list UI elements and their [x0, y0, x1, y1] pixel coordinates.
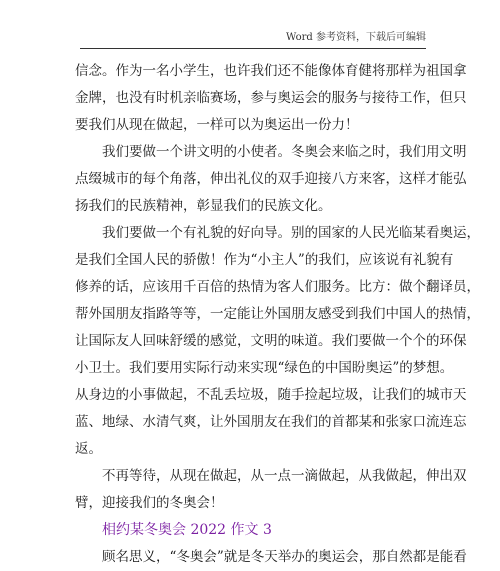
- text-line: 帮外国朋友指路等等，一定能让外国朋友感受到我们中国人的热情，: [75, 306, 480, 322]
- page-header: [80, 28, 426, 49]
- paragraph: [75, 463, 467, 517]
- text-line: 蓝、地绿、水清气爽，让外国朋友在我们的首都某和张家口流连忘: [75, 414, 467, 430]
- paragraph: [75, 544, 467, 571]
- text-line: 是我们全国人民的骄傲！作为“小主人”的我们，应该说有礼貌有: [75, 252, 454, 268]
- text-line: 要我们从现在做起，一样可以为奥运出一份力！: [75, 117, 359, 133]
- text-line: 金牌，也没有时机亲临赛场，参与奥运会的服务与接待工作，但只: [75, 90, 467, 106]
- text-line: 我们要做一个有礼貌的好向导。别的国家的人民光临某看奥运，: [102, 225, 480, 241]
- text-line: 扬我们的民族精神，彰显我们的民族文化。: [75, 198, 332, 214]
- text-line: 我们要做一个讲文明的小使者。冬奥会来临之时，我们用文明: [102, 144, 467, 160]
- text-line: 不再等待，从现在做起，从一点一滴做起，从我做起，伸出双: [102, 468, 467, 484]
- text-line: 点缀城市的每个角落，伸出礼仪的双手迎接八方来客，这样才能弘: [75, 171, 467, 187]
- text-line: 从身边的小事做起，不乱丢垃圾，随手捡起垃圾，让我们的城市天: [75, 387, 467, 403]
- header-text: Word 参考资料，下载后可编辑: [286, 32, 426, 43]
- text-line: 让国际友人回味舒缓的感觉，文明的味道。我们要做一个个的环保: [75, 333, 467, 349]
- text-line: 顾名思义，“冬奥会”就是冬天举办的奥运会，那自然都是能看: [102, 549, 467, 565]
- text-line: 小卫士。我们要用实际行动来实现“绿色的中国盼奥运”的梦想。: [75, 360, 454, 376]
- document-body: [75, 58, 480, 571]
- text-line: 臂，迎接我们的冬奥会！: [75, 495, 224, 511]
- text-line: 返。: [75, 441, 102, 457]
- text-line: 修养的话，应该用千百倍的热情为客人们服务。比方：做个翻译员，: [75, 279, 480, 295]
- text-line: 信念。作为一名小学生，也许我们还不能像体育健将那样为祖国拿: [75, 63, 467, 79]
- paragraph: [75, 58, 467, 139]
- paragraph: [75, 139, 467, 220]
- section-heading: 相约某冬奥会 2022 作文 3: [102, 522, 272, 538]
- paragraph: [75, 220, 480, 463]
